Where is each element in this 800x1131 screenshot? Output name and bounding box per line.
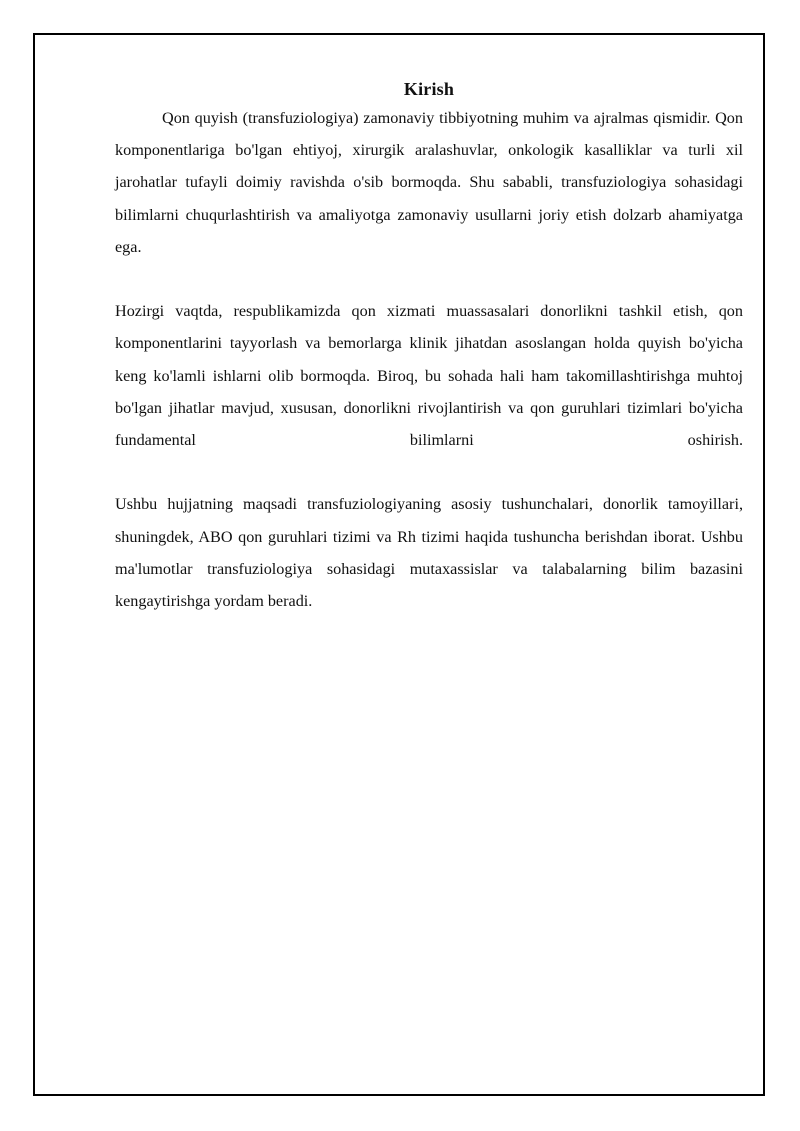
document-body [115, 74, 743, 649]
intro-paragraph-3: Ushbu hujjatning maqsadi transfuziologiyaning asosiy tushunchalari, donorlik tamoyillari, shuningdek, ABO qon guruhlari tizimi va Rh tizimi haqida tushuncha berishdan iborat. Ushbu ma'lumotlar transfuziologiya sohasidagi mutaxassislar va talabalarning bilim bazasini kengaytirishga yordam beradi. [115, 495, 743, 611]
document-title: Kirish [403, 79, 455, 99]
intro-paragraph-1: Qon quyish (transfuziologiya) zamonaviy tibbiyotning muhim va ajralmas qismidir. Qon komponentlariga bo'lgan ehtiyoj, xirurgik aralashuvlar, onkologik kasalliklar va turli xil jarohatlar tufayli doimiy ravishda o'sib bormoqda. Shu sababli, transfuziologiya sohasidagi bilimlarni chuqurlashtirish va amaliyotga zamonaviy usullarni joriy etish dolzarb ahamiyatga ega. [115, 109, 743, 256]
intro-paragraph-2: Hozirgi vaqtda, respublikamizda qon xizmati muassasalari donorlikni tashkil etish, qon komponentlarini tayyorlash va bemorlarga klinik jihatdan asoslangan holda quyish bo'yicha keng ko'lamli ishlarni olib bormoqda. Biroq, bu sohada hali ham takomillashtirishga muhtoj bo'lgan jihatlar mavjud, xususan, donorlikni rivojlantirish va qon guruhlari tizimlari bo'yicha fundamental bilimlarni oshirish. [115, 302, 743, 450]
